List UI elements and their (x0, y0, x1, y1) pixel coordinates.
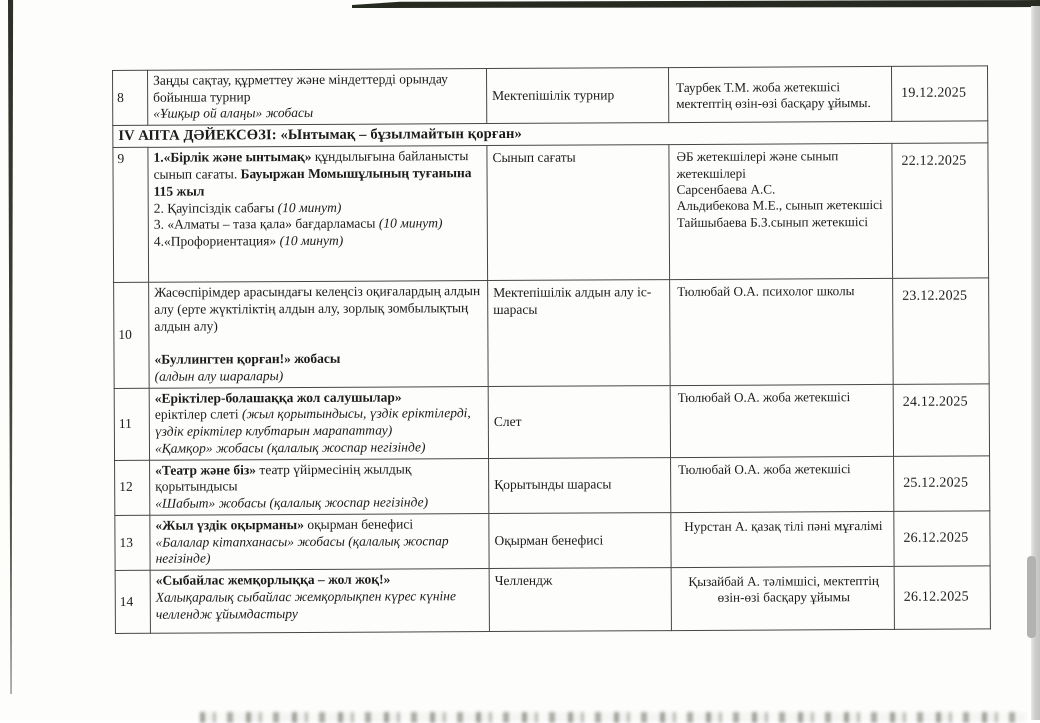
scan-edge-artifact-left (8, 0, 14, 694)
responsible-line: Нурстан А. қазақ тілі пәні мұғалімі (678, 518, 888, 535)
responsible-line: Таурбек Т.М. жоба жетекшісі (676, 79, 886, 96)
schedule-table (112, 65, 991, 634)
text-segment: «Жыл үздік оқырманы» (155, 517, 304, 533)
activity-cell (149, 386, 488, 460)
schedule-row (115, 456, 990, 516)
text-segment: (10 минут) (278, 199, 342, 214)
text-segment: «Ұшқыр ой алаңы» жобасы (153, 105, 313, 121)
text-segment: (10 минут) (280, 233, 344, 248)
responsible-line: Сарсенбаева А.С. (677, 181, 887, 198)
responsible-cell (670, 384, 893, 457)
schedule-row (114, 278, 990, 388)
responsible-line: Тюлюбай О.А. жоба жетекшісі (678, 389, 888, 406)
activity-cell (150, 458, 489, 515)
text-segment: «Балалар кітапханасы» жобасы (қалалық жоспар негізінде) (155, 533, 448, 566)
text-segment: «Еріктілер-болашаққа жол салушылар» (155, 389, 402, 405)
responsible-cell (669, 144, 893, 280)
row-number-cell: 14 (115, 570, 150, 633)
event-type-cell: Мектепішілік алдын алу іс-шарасы (488, 280, 671, 386)
responsible-cell (670, 279, 894, 386)
text-segment: «Театр және біз» (155, 462, 256, 478)
date-cell: 26.12.2025 (894, 566, 990, 630)
text-segment: құндылығына байланысты сынып сағаты. (154, 148, 469, 181)
schedule-row (114, 384, 989, 461)
text-segment: «Сыбайлас жемқорлыққа – жол жоқ!» (156, 572, 391, 588)
event-type-cell: Сынып сағаты (487, 145, 670, 281)
row-number-cell: 10 (114, 283, 150, 389)
event-type-cell: Қорытынды шарасы (489, 457, 671, 513)
scrollbar-thumb[interactable] (1027, 556, 1036, 638)
text-segment: «Шабыт» жобасы (қалалық жоспар негізінде) (155, 494, 428, 510)
responsible-cell (668, 66, 891, 122)
event-type-cell: Оқырман бенефисі (489, 512, 671, 568)
schedule-row (113, 66, 988, 126)
row-number-cell: 9 (113, 148, 149, 283)
activity-cell (150, 569, 489, 634)
text-segment: (10 минут) (379, 216, 443, 231)
date-cell: 22.12.2025 (892, 143, 989, 279)
text-segment: 3. «Алматы – таза қала» бағдарламасы (154, 216, 379, 232)
text-segment: «Қамқор» жобасы (қалалық жоспар негізінде) (155, 439, 426, 455)
responsible-line: Тайшыбаева Б.З.сынып жетекшісі (677, 214, 887, 231)
text-segment: Бауыржан Момышұлының туғанына 115 жыл (154, 165, 472, 198)
responsible-line: Тюлюбай О.А. психолог школы (677, 283, 887, 300)
row-number-cell: 12 (115, 460, 150, 515)
event-type-cell: Слет (488, 385, 670, 458)
date-cell: 26.12.2025 (894, 511, 990, 567)
activity-cell (148, 69, 487, 126)
text-segment: (алдын алу шаралары) (155, 368, 284, 384)
responsible-line: мектептің өзін-өзі басқару ұйымы. (676, 95, 886, 112)
row-number-cell: 13 (115, 515, 150, 570)
text-segment: еріктілер слеті (155, 407, 242, 422)
text-segment: 4.«Профориентация» (154, 233, 280, 249)
date-cell: 24.12.2025 (893, 384, 989, 456)
scan-artifact-bottom (200, 712, 1026, 723)
text-segment: 2. Қауіпсіздік сабағы (154, 200, 278, 216)
text-segment: театр үйірмесінің жылдық қорытындысы (155, 461, 411, 494)
row-number-cell: 8 (113, 70, 148, 125)
activity-cell (148, 146, 488, 283)
event-type-cell: Мектепішілік турнир (486, 68, 668, 124)
activity-cell (149, 281, 489, 388)
responsible-cell (671, 566, 894, 630)
date-cell: 25.12.2025 (894, 456, 990, 512)
event-type-cell: Челлендж (489, 568, 671, 632)
responsible-line: ӘБ жетекшілері және сынып жетекшілері (676, 148, 886, 182)
text-segment: «Буллингтен қорған!» жобасы (154, 351, 340, 367)
date-cell: 23.12.2025 (893, 278, 990, 384)
date-cell: 19.12.2025 (891, 66, 987, 122)
responsible-line: Қызайбай А. тәлімшісі, мектептің өзін-өзі басқару ұйымы (679, 573, 889, 607)
schedule-row (113, 143, 989, 283)
responsible-line: Тюлюбай О.А. жоба жетекшісі (678, 461, 888, 478)
responsible-cell (671, 456, 894, 512)
scan-edge-artifact-top (352, 0, 1040, 8)
text-segment: 1.«Бірлік және ынтымақ» (153, 149, 311, 165)
schedule-row (115, 566, 990, 634)
section-header: IV АПТА ДӘЙЕКСӨЗІ: «Ынтымақ – бұзылмайтын қорған» (113, 121, 988, 148)
text-segment: (жыл қорытындысы, үздік еріктілерді, үздік еріктілер клубтарын марапаттау) (155, 406, 471, 439)
row-number-cell: 11 (114, 388, 149, 460)
text-segment: Жасөспірімдер арасындағы келеңсіз оқиғалардың алдын алу (ерте жүктіліктің алдын алу, зорлық зомбылықтың алдын алу) (154, 283, 480, 333)
schedule-table-body (113, 66, 991, 634)
schedule-row (115, 511, 990, 571)
text-segment: оқырман бенефисі (304, 516, 413, 532)
text-segment: Заңды сақтау, құрметтеу және міндеттерді орындау бойынша турнир (153, 71, 448, 104)
text-segment: Халықаралық сыбайлас жемқорлықпен күрес күніне челлендж ұйымдастыру (156, 588, 456, 621)
responsible-line: Альдибекова М.Е., сынып жетекшісі (677, 197, 887, 214)
activity-cell (150, 513, 489, 570)
responsible-cell (671, 511, 894, 567)
